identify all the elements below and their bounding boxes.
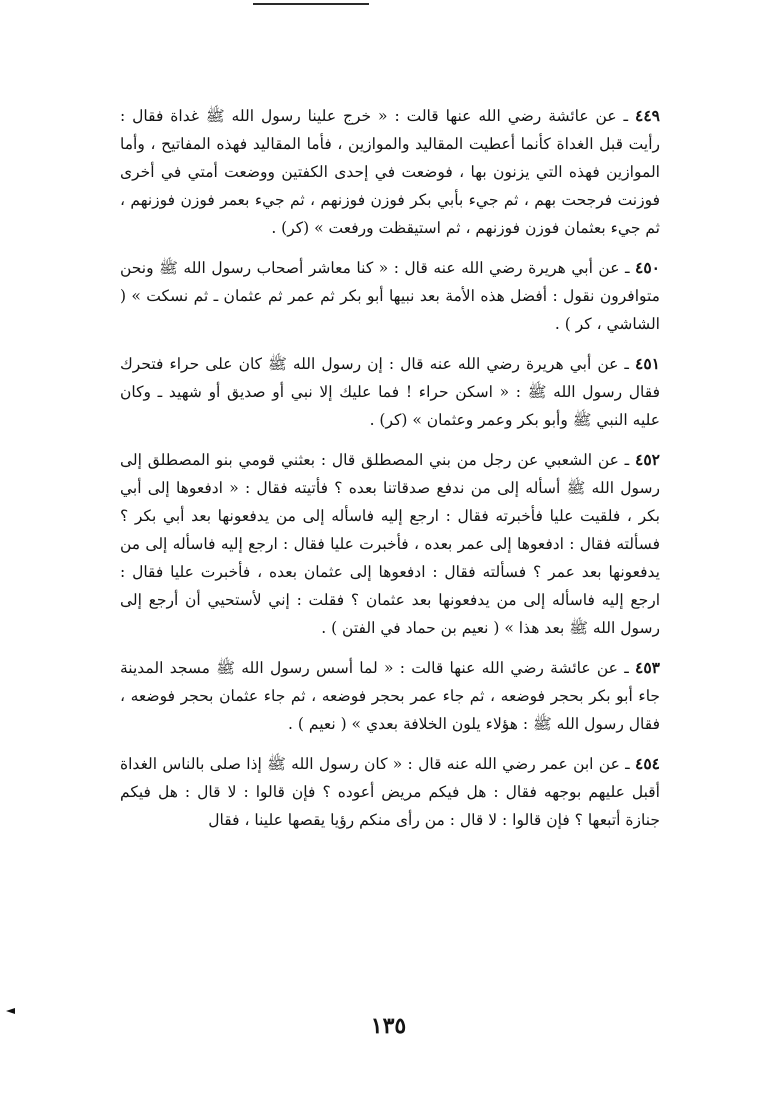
page-number: ١٣٥ [370,1013,407,1039]
hadith-text: عن أبي هريرة رضي الله عنه قال : إن رسول الله ﷺ كان على حراء فتحرك فقال رسول الله ﷺ : « اسكن حراء ! فما عليك إلا نبي أو صديق أو شهيد ـ وكان عليه النبي ﷺ وأبو بكر وعمر وعثمان » (كر) . [120,355,660,429]
hadith-454: ٤٥٤ ـ عن ابن عمر رضي الله عنه قال : « كان رسول الله ﷺ إذا صلى بالناس الغداة أقبل عليهم بوجهه فقال : هل فيكم مريض أعوده ؟ فإن قالوا : لا قال : هل فيكم جنازة أتبعها ؟ فإن قالوا : لا قال : من رأى منكم رؤيا يقصها علينا ، فقال [120,754,660,829]
hadith-text: عن الشعبي عن رجل من بني المصطلق قال : بعثني قومي بنو المصطلق إلى رسول الله ﷺ أسأله إلى من ندفع صدقاتنا بعده ؟ فأتيته فقال : « ادفعوها إلى أبي بكر ، فلقيت عليا فأخبرته فقال : ارجع إليه فاسأله إلى من يدفعونها بعد أبي بكر ؟ فسألته فقال : ادفعوها إلى عمر بعده ، فأخبرت عليا فقال : ارجع إليه فاسأله إلى من يدفعونها بعد عمر ؟ فسألته فقال : ادفعوها إلى عثمان بعده ، فأخبرت عليا فقال : ارجع إليه فاسأله إلى من يدفعونها بعد عثمان ؟ فقلت : إني لأستحيي أن أرجع إلى رسول الله ﷺ بعد هذا » ( نعيم بن حماد في الفتن ) . [120,451,660,637]
hadith-number: ٤٥٢ [635,450,660,469]
hadith-449: ٤٤٩ ـ عن عائشة رضي الله عنها قالت : « خرج علينا رسول الله ﷺ غداة فقال : رأيت قبل الغداة كأنما أعطيت المقاليد والموازين ، فأما المقاليد فهذه المفاتيح ، وأما الموازين فهذه التي يزنون بها ، فوضعت في إحدى الكفتين ووضعت أمتي في أخرى فوزنت فرجحت بهم ، ثم جيء بأبي بكر فوزن فوزنهم ، ثم جيء بعمر فوزن فوزنهم ، ثم جيء بعثمان فوزن فوزنهم ، ثم استيقظت ورفعت » (كر) . [120,106,660,237]
hadith-450: ٤٥٠ ـ عن أبي هريرة رضي الله عنه قال : « كنا معاشر أصحاب رسول الله ﷺ ونحن متوافرون نقول : أفضل هذه الأمة بعد نبيها أبو بكر ثم عمر ثم عثمان ـ ثم نسكت » ( الشاشي ، كر ) . [120,258,660,333]
hadith-number: ٤٥٠ [635,258,660,277]
hadith-452: ٤٥٢ ـ عن الشعبي عن رجل من بني المصطلق قال : بعثني قومي بنو المصطلق إلى رسول الله ﷺ أسأله إلى من ندفع صدقاتنا بعده ؟ فأتيته فقال : « ادفعوها إلى أبي بكر ، فلقيت عليا فأخبرته فقال : ارجع إليه فاسأله إلى من يدفعونها بعد أبي بكر ؟ فسألته فقال : ادفعوها إلى عمر بعده ، فأخبرت عليا فقال : ارجع إليه فاسأله إلى من يدفعونها بعد عمر ؟ فسألته فقال : ادفعوها إلى عثمان بعده ، فأخبرت عليا فقال : ارجع إليه فاسأله إلى من يدفعونها بعد عثمان ؟ فقلت : إني لأستحيي أن أرجع إلى رسول الله ﷺ بعد هذا » ( نعيم بن حماد في الفتن ) . [120,450,660,637]
hadith-number: ٤٤٩ [635,106,660,125]
hadith-text: عن عائشة رضي الله عنها قالت : « لما أسس رسول الله ﷺ مسجد المدينة جاء أبو بكر بحجر فوضعه ، ثم جاء عمر بحجر فوضعه ، ثم جاء عثمان بحجر فوضعه ، فقال رسول الله ﷺ : هؤلاء يلون الخلافة بعدي » ( نعيم ) . [120,659,660,733]
hadith-text: عن أبي هريرة رضي الله عنه قال : « كنا معاشر أصحاب رسول الله ﷺ ونحن متوافرون نقول : أفضل هذه الأمة بعد نبيها أبو بكر ثم عمر ثم عثمان ـ ثم نسكت » ( الشاشي ، كر ) . [120,259,660,333]
hadith-number: ٤٥١ [635,354,660,373]
hadith-451: ٤٥١ ـ عن أبي هريرة رضي الله عنه قال : إن رسول الله ﷺ كان على حراء فتحرك فقال رسول الله ﷺ : « اسكن حراء ! فما عليك إلا نبي أو صديق أو شهيد ـ وكان عليه النبي ﷺ وأبو بكر وعمر وعثمان » (كر) . [120,354,660,429]
hadith-453: ٤٥٣ ـ عن عائشة رضي الله عنها قالت : « لما أسس رسول الله ﷺ مسجد المدينة جاء أبو بكر بحجر فوضعه ، ثم جاء عمر بحجر فوضعه ، ثم جاء عثمان بحجر فوضعه ، فقال رسول الله ﷺ : هؤلاء يلون الخلافة بعدي » ( نعيم ) . [120,658,660,733]
top-rule [253,3,369,5]
hadith-number: ٤٥٤ [635,754,660,773]
hadith-text: عن عائشة رضي الله عنها قالت : « خرج علينا رسول الله ﷺ غداة فقال : رأيت قبل الغداة كأنما أعطيت المقاليد والموازين ، فأما المقاليد فهذه المفاتيح ، وأما الموازين فهذه التي يزنون بها ، فوضعت في إحدى الكفتين ووضعت أمتي في أخرى فوزنت فرجحت بهم ، ثم جيء بأبي بكر فوزن فوزنهم ، ثم جيء بعمر فوزن فوزنهم ، ثم جيء بعثمان فوزن فوزنهم ، ثم استيقظت ورفعت » (كر) . [120,107,660,237]
hadith-number: ٤٥٣ [635,658,660,677]
page-body [120,102,660,846]
hadith-text: عن ابن عمر رضي الله عنه قال : « كان رسول الله ﷺ إذا صلى بالناس الغداة أقبل عليهم بوجهه فقال : هل فيكم مريض أعوده ؟ فإن قالوا : لا قال : هل فيكم جنازة أتبعها ؟ فإن قالوا : لا قال : من رأى منكم رؤيا يقصها علينا ، فقال [120,755,660,829]
